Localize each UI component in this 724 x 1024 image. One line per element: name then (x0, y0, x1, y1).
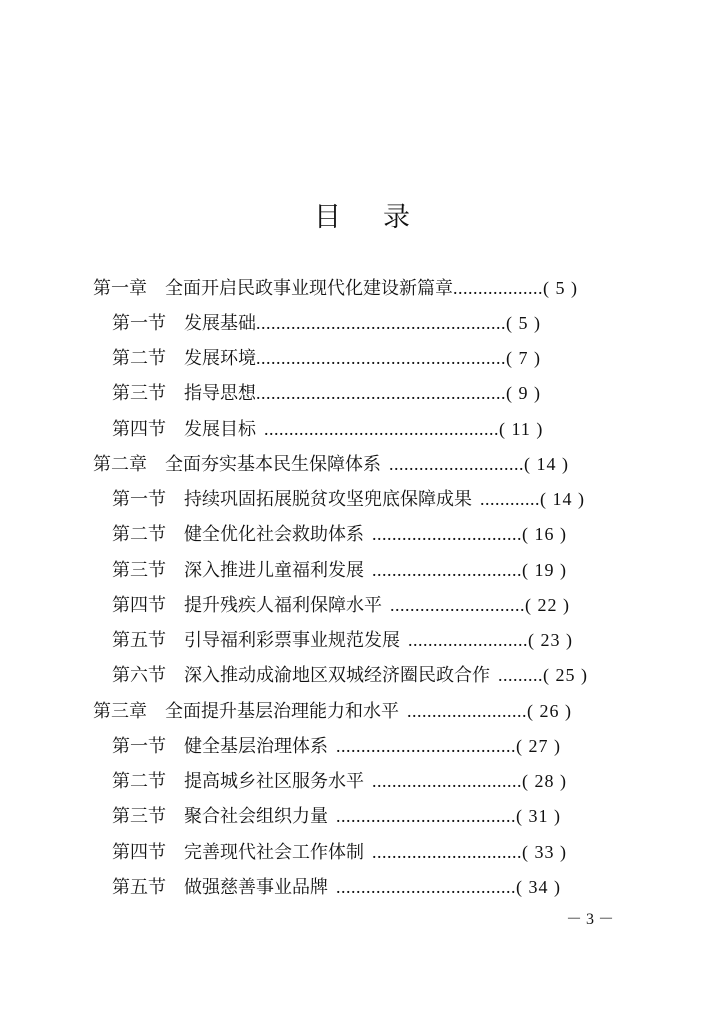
toc-entry-number: 第一章 (93, 278, 147, 299)
toc-entry-page: ( 34 ) (516, 877, 561, 897)
toc-entry-leader: .................. (453, 278, 543, 298)
toc-entry-text: 健全基层治理体系 (184, 736, 328, 757)
toc-entry-page: ( 9 ) (506, 383, 541, 403)
toc-entry-number: 第四节 (112, 842, 166, 863)
toc-entry-leader: .............................. (372, 771, 522, 791)
toc-entry-page: ( 11 ) (499, 419, 544, 439)
toc-entry-text: 发展目标 (184, 419, 256, 440)
toc-entry-page: ( 16 ) (522, 524, 567, 544)
toc-entry[interactable] (112, 412, 543, 446)
toc-entry[interactable] (112, 306, 541, 340)
toc-entry[interactable] (112, 658, 588, 692)
toc-entry-number: 第一节 (112, 313, 166, 334)
toc-entry-text: 发展基础 (184, 313, 256, 334)
toc-entry-number: 第三节 (112, 806, 166, 827)
toc-entry-text: 持续巩固拓展脱贫攻坚兜底保障成果 (184, 489, 472, 510)
toc-entry-page: ( 19 ) (522, 560, 567, 580)
toc-entry-leader: ......... (498, 665, 543, 685)
toc-entry-page: ( 7 ) (506, 348, 541, 368)
toc-entry-text: 全面开启民政事业现代化建设新篇章 (165, 278, 453, 299)
toc-entry-leader: .............................. (372, 842, 522, 862)
toc-entry-page: ( 33 ) (522, 842, 567, 862)
toc-entry-number: 第四节 (112, 419, 166, 440)
toc-entry-leader: .................................... (336, 877, 516, 897)
toc-entry-leader: .............................. (372, 560, 522, 580)
toc-entry-leader: .................................... (336, 736, 516, 756)
toc-entry[interactable] (112, 553, 567, 587)
toc-entry-number: 第二节 (112, 771, 166, 792)
toc-entry-leader: .................................................. (256, 313, 506, 333)
toc-entry-text: 提高城乡社区服务水平 (184, 771, 364, 792)
toc-entry-number: 第二节 (112, 348, 166, 369)
toc-entry-text: 聚合社会组织力量 (184, 806, 328, 827)
toc-entry-page: ( 22 ) (525, 595, 570, 615)
toc-entry-leader: ........................... (390, 595, 525, 615)
toc-entry-page: ( 27 ) (516, 736, 561, 756)
toc-entry-number: 第一节 (112, 489, 166, 510)
toc-entry-leader: ............................................... (264, 419, 499, 439)
toc-entry-text: 全面夯实基本民生保障体系 (165, 454, 381, 475)
toc-entry-page: ( 31 ) (516, 806, 561, 826)
toc-entry-number: 第三章 (93, 701, 147, 722)
toc-entry-number: 第五节 (112, 630, 166, 651)
toc-entry[interactable] (112, 799, 561, 833)
toc-entry-text: 深入推进儿童福利发展 (184, 560, 364, 581)
toc-entry[interactable] (112, 588, 570, 622)
toc-entry-text: 发展环境 (184, 348, 256, 369)
toc-entry[interactable] (112, 764, 567, 798)
toc-entry-number: 第二节 (112, 524, 166, 545)
toc-entry-text: 深入推动成渝地区双城经济圈民政合作 (184, 665, 490, 686)
toc-entry[interactable] (112, 623, 573, 657)
toc-entry[interactable] (112, 341, 541, 375)
toc-entry-number: 第五节 (112, 877, 166, 898)
toc-entry-text: 指导思想 (184, 383, 256, 404)
toc-title: 目录 (314, 202, 452, 233)
toc-entry[interactable] (112, 482, 585, 516)
toc-entry[interactable] (93, 694, 572, 728)
toc-entry-leader: .................................................. (256, 383, 506, 403)
toc-entry-leader: ........................ (408, 630, 528, 650)
toc-entry-number: 第三节 (112, 560, 166, 581)
toc-entry[interactable] (112, 376, 541, 410)
toc-entry-page: ( 5 ) (506, 313, 541, 333)
toc-entry-text: 完善现代社会工作体制 (184, 842, 364, 863)
toc-entry-number: 第六节 (112, 665, 166, 686)
toc-entry-leader: .............................. (372, 524, 522, 544)
toc-entry-number: 第四节 (112, 595, 166, 616)
toc-entry[interactable] (93, 271, 578, 305)
toc-entry-page: ( 25 ) (543, 665, 588, 685)
toc-entry-page: ( 14 ) (524, 454, 569, 474)
toc-entry-number: 第三节 (112, 383, 166, 404)
toc-entry-text: 提升残疾人福利保障水平 (184, 595, 382, 616)
toc-entry-text: 做强慈善事业品牌 (184, 877, 328, 898)
toc-entry-leader: .................................................. (256, 348, 506, 368)
page-number: － 3 － (566, 911, 615, 928)
toc-entry-page: ( 23 ) (528, 630, 573, 650)
toc-entry-leader: .................................... (336, 806, 516, 826)
toc-entry[interactable] (112, 870, 561, 904)
toc-entry-leader: ........................ (407, 701, 527, 721)
toc-entry[interactable] (112, 517, 567, 551)
toc-entry-text: 引导福利彩票事业规范发展 (184, 630, 400, 651)
toc-entry-number: 第一节 (112, 736, 166, 757)
toc-entry-page: ( 14 ) (540, 489, 585, 509)
toc-entry[interactable] (112, 729, 561, 763)
toc-entry[interactable] (93, 447, 569, 481)
toc-entry-text: 全面提升基层治理能力和水平 (165, 701, 399, 722)
toc-entry-page: ( 5 ) (543, 278, 578, 298)
toc-entry-text: 健全优化社会救助体系 (184, 524, 364, 545)
toc-entry-leader: ........................... (389, 454, 524, 474)
toc-entry[interactable] (112, 835, 567, 869)
toc-entry-leader: ............ (480, 489, 540, 509)
toc-entry-number: 第二章 (93, 454, 147, 475)
toc-entry-page: ( 26 ) (527, 701, 572, 721)
toc-entry-page: ( 28 ) (522, 771, 567, 791)
